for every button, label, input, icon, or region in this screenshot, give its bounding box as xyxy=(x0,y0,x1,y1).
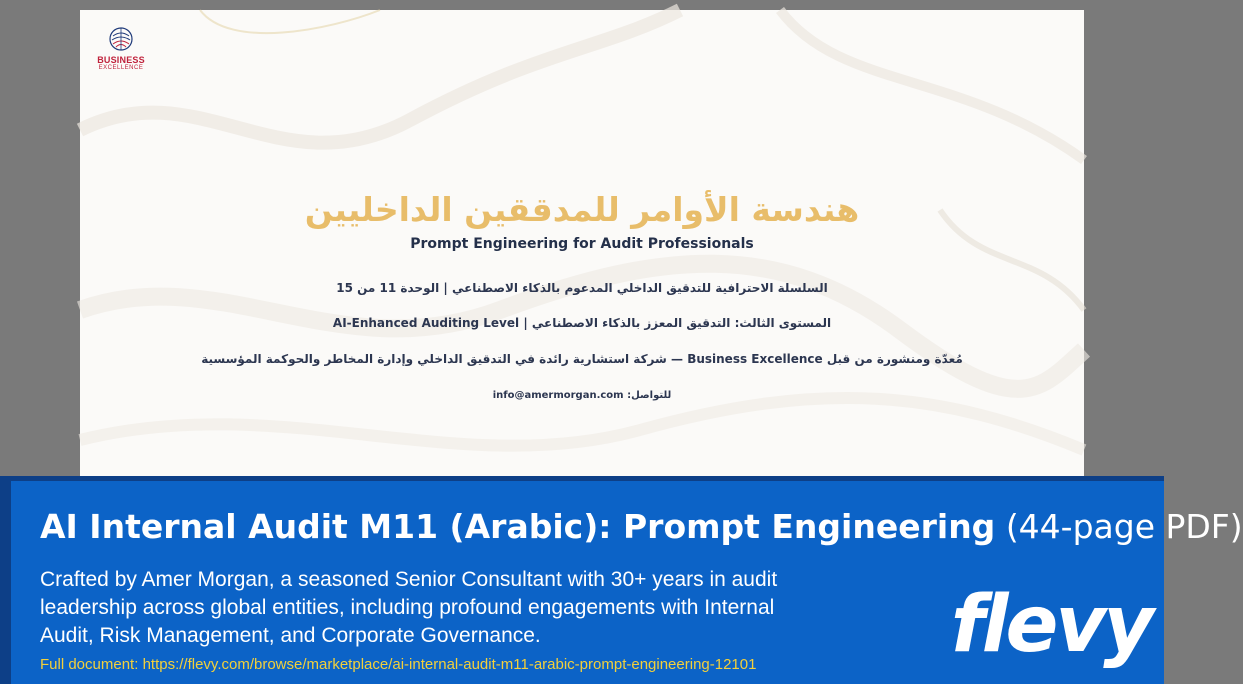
full-document-link[interactable]: https://flevy.com/browse/marketplace/ai-internal-audit-m11-arabic-prompt-engineering-12101 xyxy=(142,656,757,673)
product-banner xyxy=(0,476,1243,684)
business-excellence-logo xyxy=(94,26,148,76)
document-title-arabic: هندسة الأوامر للمدققين الداخليين xyxy=(304,190,860,229)
banner-title-main: AI Internal Audit M11 (Arabic): Prompt Engineering xyxy=(40,507,996,546)
document-title-english: Prompt Engineering for Audit Professionals xyxy=(410,236,754,252)
banner-description: Crafted by Amer Morgan, a seasoned Senior Consultant with 30+ years in audit leadership across global entities, including profound engagements with Internal Audit, Risk Management, and Corporate Governance. xyxy=(40,568,778,647)
flevy-logo[interactable] xyxy=(950,577,1152,670)
series-line: السلسلة الاحترافية للتدقيق الداخلي المدعوم بالذكاء الاصطناعي | الوحدة 11 من 15 xyxy=(336,281,828,295)
fingerprint-globe-icon xyxy=(108,26,134,52)
banner-title-pages: (44-page PDF) xyxy=(1005,507,1243,546)
banner-title xyxy=(40,507,1243,547)
level-line: المستوى الثالث: التدقيق المعزز بالذكاء الاصطناعي | AI-Enhanced Auditing Level xyxy=(332,316,832,330)
logo-brand-line1: BUSINESS xyxy=(97,55,145,65)
full-document-link-row xyxy=(40,656,756,674)
publisher-line: مُعدّة ومنشورة من قبل Business Excellence — شركة استشارية رائدة في التدقيق الداخلي وإدارة المخاطر والحوكمة المؤسسية xyxy=(201,352,963,366)
logo-brand-line2: EXCELLENCE xyxy=(98,65,144,71)
contact-line: للتواصل: info@amermorgan.com xyxy=(492,390,672,401)
banner-panel xyxy=(11,481,1243,684)
document-page xyxy=(80,10,1084,476)
flevy-wordmark: flevy xyxy=(950,580,1152,670)
link-label: Full document: xyxy=(40,656,139,673)
